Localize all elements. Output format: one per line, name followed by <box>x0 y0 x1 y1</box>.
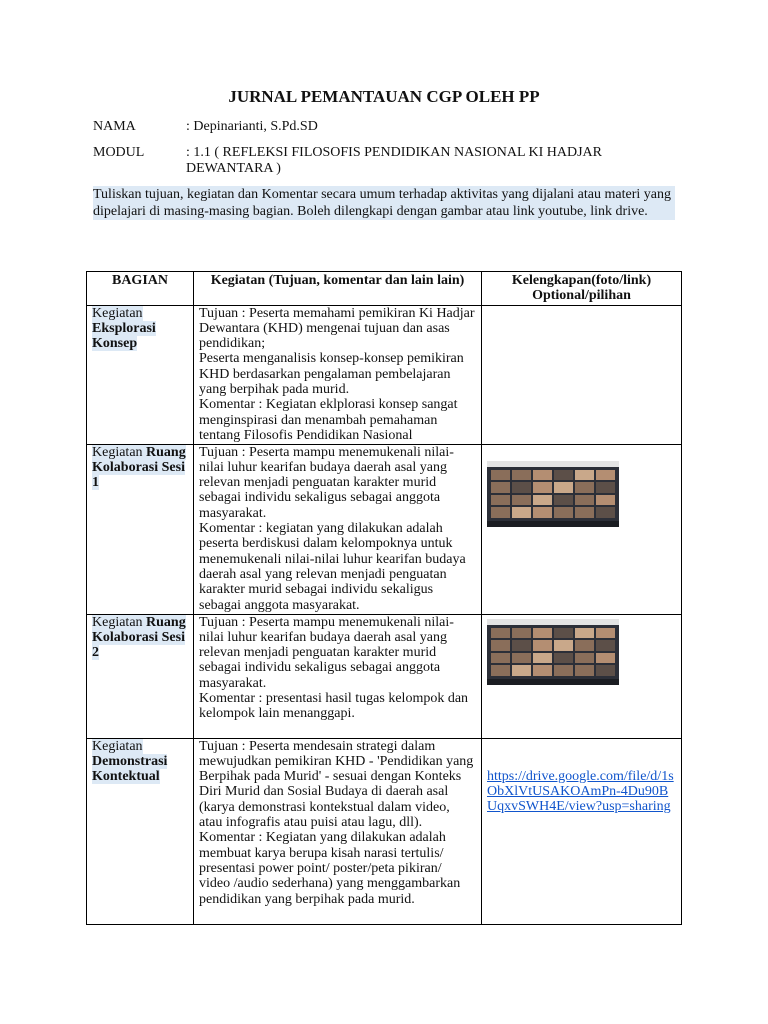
nama-label: NAMA <box>93 119 136 134</box>
meeting-screenshot-image <box>487 461 619 527</box>
bagian-title: Eksplorasi Konsep <box>92 320 156 352</box>
header-kelengkapan: Kelengkapan(foto/link) Optional/pilihan <box>482 272 682 306</box>
header-kegiatan: Kegiatan (Tujuan, komentar dan lain lain) <box>194 272 482 306</box>
kegiatan-cell: Tujuan : Peserta memahami pemikiran Ki Hadjar Dewantara (KHD) mengenai tujuan dan asas pendidikan; Peserta menganalisis konsep-konsep pemikiran KHD berdasarkan pengalaman pembelajaran yang berpihak pada murid. Komentar : Kegiatan eklplorasi konsep sangat menginspirasi dan menambah pemahaman tentang Filosofis Pendidikan Nasional <box>194 305 482 444</box>
kelengkapan-cell <box>482 614 682 738</box>
nama-value: : Depinarianti, S.Pd.SD <box>186 119 318 134</box>
bagian-prefix: Kegiatan <box>92 444 147 460</box>
bagian-cell <box>87 444 194 614</box>
meeting-screenshot-image <box>487 619 619 685</box>
table-row <box>87 444 682 614</box>
table-header-row <box>87 272 682 306</box>
journal-table <box>86 271 682 925</box>
bagian-prefix: Kegiatan <box>92 305 143 321</box>
kegiatan-cell: Tujuan : Peserta mendesain strategi dalam mewujudkan pemikiran KHD - 'Pendidikan yang Berpihak pada Murid' - sesuai dengan Konteks Diri Murid dan Sosial Budaya di daerah asal (karya demonstrasi kontekstual dalam video, atau infografis atau puisi atau lagu, dll). Komentar : Kegiatan yang dilakukan adalah membuat karya berupa kisah narasi tertulis/ presentasi power point/ poster/peta pikiran/ video /audio sederhana) yang menggambarkan pendidikan yang berpihak pada murid. <box>194 738 482 924</box>
bagian-title: Ruang Kolaborasi Sesi 1 <box>92 444 186 491</box>
table-row <box>87 614 682 738</box>
bagian-cell <box>87 614 194 738</box>
kelengkapan-cell <box>482 305 682 444</box>
drive-link[interactable]: https://drive.google.com/file/d/1sObXlVtUSAKOAmPn-4Du90BUqxvSWH4E/view?usp=sharing <box>487 768 674 815</box>
bagian-cell <box>87 738 194 924</box>
table-row <box>87 738 682 924</box>
header-bagian: BAGIAN <box>87 272 194 306</box>
kegiatan-cell: Tujuan : Peserta mampu menemukenali nilai-nilai luhur kearifan budaya daerah asal yang relevan menjadi penguatan karakter murid sebagai individu sekaligus sebagai anggota masyarakat. Komentar : kegiatan yang dilakukan adalah peserta berdiskusi dalam kelompoknya untuk menemukenali nilai-nilai luhur kearifan budaya daerah asal yang relevan menjadi penguatan karakter murid sebagai individu sekaligus sebagai anggota masyarakat. <box>194 444 482 614</box>
instruction-text: Tuliskan tujuan, kegiatan dan Komentar secara umum terhadap aktivitas yang dijalani atau materi yang dipelajari di masing-masing bagian. Boleh dilengkapi dengan gambar atau link youtube, link drive. <box>93 186 675 220</box>
bagian-title: Demonstrasi Kontektual <box>92 753 168 785</box>
kelengkapan-cell <box>482 444 682 614</box>
table-row <box>87 305 682 444</box>
modul-label: MODUL <box>93 145 145 160</box>
bagian-prefix: Kegiatan <box>92 614 147 630</box>
bagian-title: Ruang Kolaborasi Sesi 2 <box>92 614 186 661</box>
document-title: JURNAL PEMANTAUAN CGP OLEH PP <box>228 87 540 106</box>
bagian-cell <box>87 305 194 444</box>
modul-value: : 1.1 ( REFLEKSI FILOSOFIS PENDIDIKAN NASIONAL KI HADJAR DEWANTARA ) <box>186 145 602 176</box>
kelengkapan-cell <box>482 738 682 924</box>
bagian-prefix: Kegiatan <box>92 738 143 754</box>
kegiatan-cell: Tujuan : Peserta mampu menemukenali nilai-nilai luhur kearifan budaya daerah asal yang relevan menjadi penguatan karakter murid sebagai individu sekaligus sebagai anggota masyarakat. Komentar : presentasi hasil tugas kelompok dan kelompok lain menanggapi. <box>194 614 482 738</box>
